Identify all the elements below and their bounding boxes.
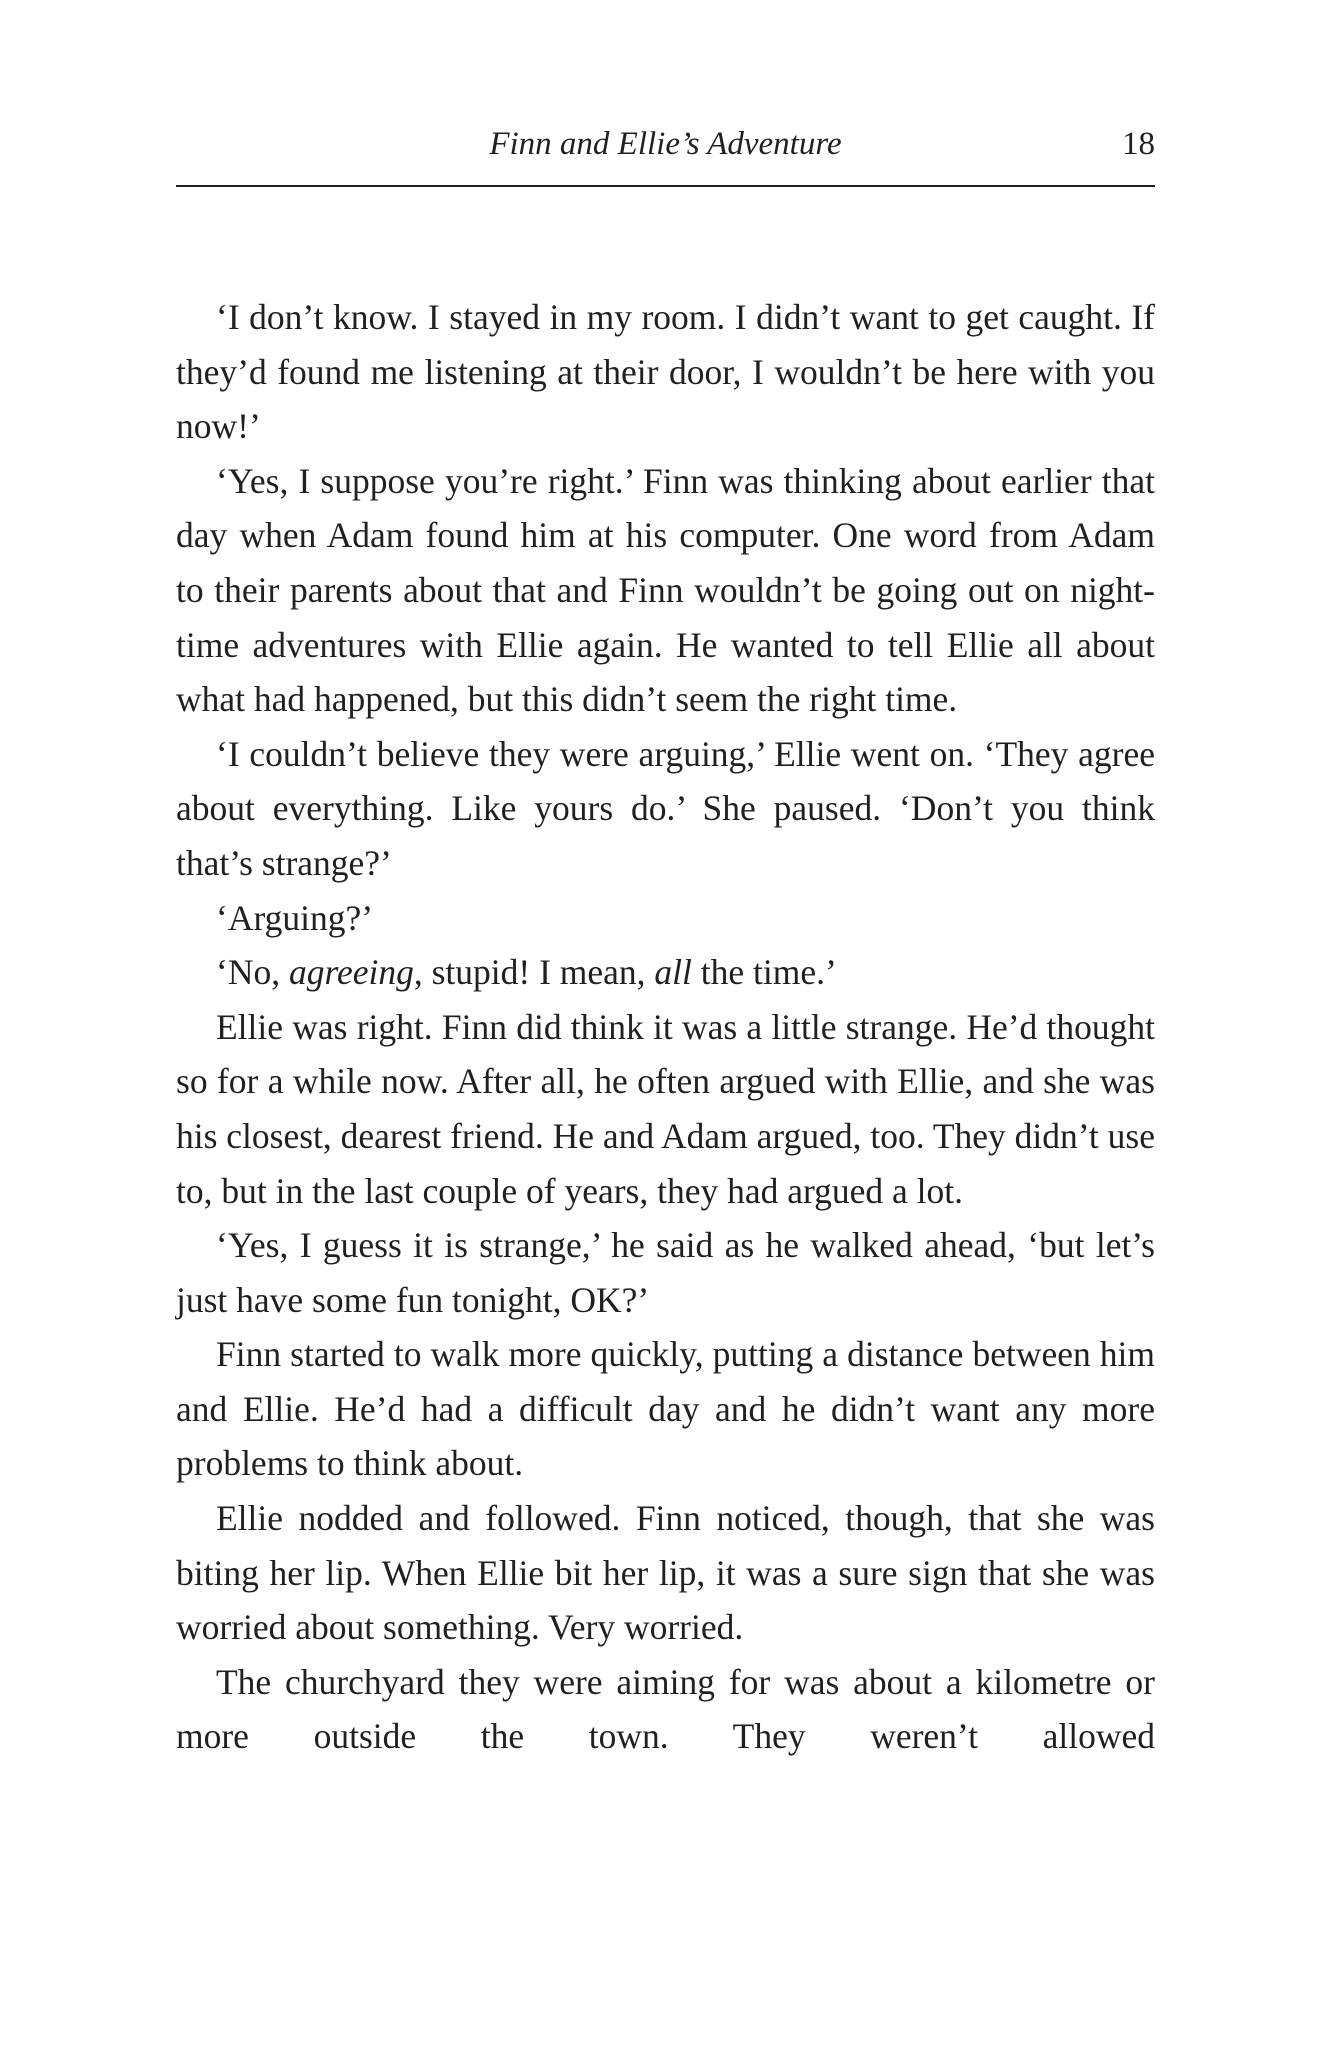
paragraph-text: ‘No,: [216, 952, 289, 993]
paragraph: ‘Yes, I guess it is strange,’ he said as he walked ahead, ‘but let’s just have some fun tonight, OK?’: [176, 1225, 1155, 1320]
body-text: [176, 290, 1155, 1764]
header-rule: [176, 185, 1155, 187]
paragraph: [176, 945, 1155, 1000]
emphasis-text: agreeing: [288, 952, 414, 993]
paragraph: Ellie was right. Finn did think it was a little strange. He’d thought so for a while now. After all, he often argued with Ellie, and she was his closest, dearest friend. He and Adam argued, too. They didn’t use to, but in the last couple of years, they had argued a lot.: [176, 1006, 1155, 1211]
paragraph: The churchyard they were aiming for was about a kilometre or more outside the town. They weren’t allowed: [176, 1661, 1155, 1757]
paragraph: ‘I couldn’t believe they were arguing,’ Ellie went on. ‘They agree about everything. Like yours do.’ She paused. ‘Don’t you think that’s strange?’: [176, 733, 1155, 883]
paragraph: Finn started to walk more quickly, putting a distance between him and Ellie. He’d had a difficult day and he didn’t want any more problems to think about.: [176, 1334, 1155, 1484]
paragraph-text: , stupid! I mean,: [413, 952, 655, 993]
paragraph: ‘Yes, I suppose you’re right.’ Finn was thinking about earlier that day when Adam found him at his computer. One word from Adam to their parents about that and Finn wouldn’t be going out on night-time adventures with Ellie again. He wanted to tell Ellie all about what had happened, but this didn’t seem the right time.: [176, 460, 1155, 720]
running-title: Finn and Ellie’s Adventure: [489, 126, 842, 162]
paragraph: ‘I don’t know. I stayed in my room. I didn’t want to get caught. If they’d found me listening at their door, I wouldn’t be here with you now!’: [176, 297, 1155, 447]
paragraph-text: the time.’: [691, 952, 837, 993]
paragraph: Ellie nodded and followed. Finn noticed, though, that she was biting her lip. When Ellie bit her lip, it was a sure sign that she was worried about something. Very worried.: [176, 1498, 1155, 1648]
running-head: [176, 126, 1155, 176]
page-number: 18: [1122, 126, 1155, 162]
emphasis-text: all: [654, 952, 692, 993]
paragraph: ‘Arguing?’: [216, 897, 374, 938]
